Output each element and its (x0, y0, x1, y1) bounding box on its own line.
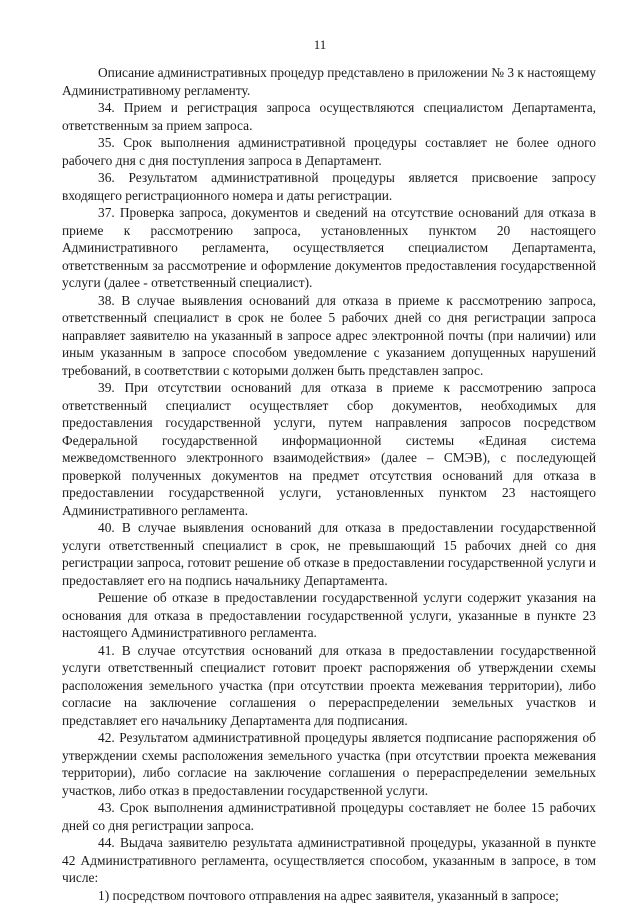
paragraph-37: 37. Проверка запроса, документов и сведений на отсутствие оснований для отказа в приеме к рассмотрению запроса, установленных пунктом 20 настоящего Административного регламента, осуществляется специалистом Департамента, ответственным за рассмотрение и оформление документов предоставления государственной услуги (далее - ответственный специалист). (62, 205, 596, 290)
paragraph-39: 39. При отсутствии оснований для отказа в приеме к рассмотрению запроса ответственный специалист осуществляет сбор документов, необходимых для предоставления государственной услуги, путем направления запросов посредством Федеральной государственной информационной системы «Единая система межведомственного электронного взаимодействия» (далее – СМЭВ), с последующей проверкой полученных документов на предмет отсутствия оснований для отказа в предоставлении государственной услуги, установленных пунктом 23 настоящего Административного регламента. (62, 380, 596, 518)
paragraph-35: 35. Срок выполнения административной процедуры составляет не более одного рабочего дня с дня поступления запроса в Департамент. (62, 135, 596, 168)
paragraph-appendix-note: Описание административных процедур представлено в приложении № 3 к настоящему Административному регламенту. (62, 65, 596, 98)
paragraph-44: 44. Выдача заявителю результата административной процедуры, указанной в пункте 42 Административного регламента, осуществляется способом, указанным в запросе, в том числе: (62, 835, 596, 885)
paragraph-refusal-decision: Решение об отказе в предоставлении государственной услуги содержит указания на основания для отказа в предоставлении государственной услуги, указанные в пункте 23 настоящего Административного регламента. (62, 590, 596, 640)
paragraph-36: 36. Результатом административной процедуры является присвоение запросу входящего регистрационного номера и даты регистрации. (62, 170, 596, 203)
paragraph-40: 40. В случае выявления оснований для отказа в предоставлении государственной услуги ответственный специалист в срок, не превышающий 15 рабочих дней со дня регистрации запроса, готовит решение об отказе в предоставлении государственной услуги и предоставляет его на подпись начальнику Департамента. (62, 520, 596, 588)
paragraph-34: 34. Прием и регистрация запроса осуществляются специалистом Департамента, ответственным за прием запроса. (62, 100, 596, 133)
document-body (62, 64, 596, 904)
page-number: 11 (313, 37, 327, 52)
paragraph-41: 41. В случае отсутствия оснований для отказа в предоставлении государственной услуги ответственный специалист готовит проект распоряжения об утверждении схемы расположения земельного участка (при отсутствии проекта межевания территории), либо согласие на заключение соглашения о перераспределении земельных участков и представляет его начальнику Департамента для подписания. (62, 642, 596, 728)
paragraph-43: 43. Срок выполнения административной процедуры составляет не более 15 рабочих дней со дня регистрации запроса. (62, 800, 596, 833)
paragraph-42: 42. Результатом административной процедуры является подписание распоряжения об утверждении схемы расположения земельного участка (при отсутствии проекта межевания территории), либо согласие на заключение соглашения о перераспределении земельных участков, либо отказ в предоставлении государственной услуги. (62, 730, 596, 798)
list-item-1: 1) посредством почтового отправления на адрес заявителя, указанный в запросе; (98, 887, 559, 903)
paragraph-38: 38. В случае выявления оснований для отказа в приеме к рассмотрению запроса, ответственный специалист в срок не более 5 рабочих дней со дня регистрации запроса направляет заявителю на указанный в запросе адрес электронной почты (при наличии) или иным указанным в запросе способом уведомление с указанием допущенных нарушений требований, в соответствии с которыми должен быть представлен запрос. (62, 292, 596, 378)
